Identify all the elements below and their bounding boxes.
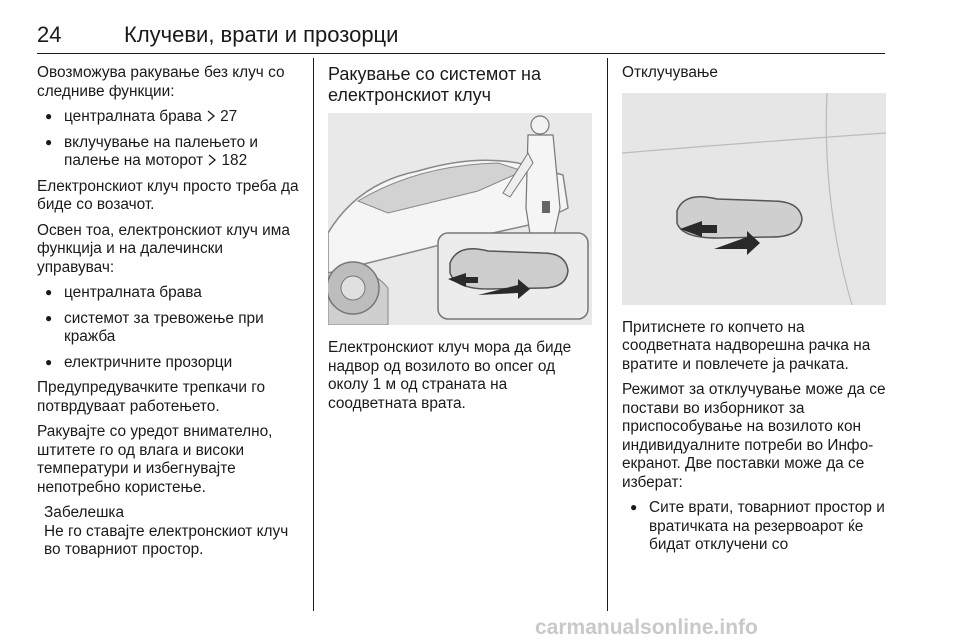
page-reference-icon <box>207 154 217 166</box>
page-title: Клучеви, врати и прозорци <box>124 22 399 47</box>
note-box <box>37 504 299 560</box>
car-with-person-illustration <box>328 113 592 325</box>
paragraph: Притиснете го копчето на соодветната надворешна рачка на вратите и повлечете ја рачката. <box>622 318 871 373</box>
remote-function-list <box>37 284 299 372</box>
intro-paragraph: Овозможува ракување без клуч со следниве функции: <box>37 64 285 100</box>
page-header <box>37 22 885 52</box>
list-item <box>37 134 299 171</box>
watermark[interactable]: carmanualsonline.info <box>535 616 758 639</box>
list-item <box>37 108 299 127</box>
header-rule <box>37 53 885 54</box>
middle-column <box>328 64 592 420</box>
paragraph: Електронскиот клуч просто треба да биде со возачот. <box>37 177 299 213</box>
illustration-caption: Електронскиот клуч мора да биде надвор од возилото во опсег од околу 1 м од страната на соодветната врата. <box>328 339 572 412</box>
section-title: Ракување со системот на електронскиот клуч <box>328 64 542 105</box>
list-item: ● Сите врати, товарниот простор и вратичката на резервоарот ќе бидат отклучени со <box>622 499 886 555</box>
right-column <box>622 64 886 562</box>
column-divider <box>607 58 608 611</box>
feature-list <box>37 108 299 171</box>
page-reference-icon <box>206 110 216 122</box>
list-item: ● централната брава <box>37 284 299 303</box>
note-title: Забелешка <box>44 504 125 521</box>
setting-list <box>622 499 886 555</box>
list-item: ● електричните прозорци <box>37 354 299 373</box>
list-item: ● системот за тревожење при кражба <box>37 310 299 347</box>
list-item-text: вклучување на палењето и палење на моторот <box>64 133 259 169</box>
paragraph: Освен тоа, електронскиот клуч има функција и на далечински управувач: <box>37 221 290 276</box>
paragraph: Режимот за отклучување може да се постави во изборникот за приспособување на возилото кон индивидуалните потреби во Инфо-екранот. Две поставки може да се изберат: <box>622 381 886 491</box>
section-title: Отклучување <box>622 64 718 81</box>
paragraph: Ракувајте со уредот внимателно, штитете го од влага и високи температури и избегнувајте непотребно користење. <box>37 423 273 496</box>
left-column <box>37 64 299 560</box>
handle-unlock-illustration <box>622 93 886 305</box>
list-item-text: централната брава <box>64 108 202 125</box>
page-reference[interactable]: 27 <box>220 108 238 125</box>
car-keyless-illustration <box>328 113 592 325</box>
note-text: Не го ставајте електронскиот клуч во товарниот простор. <box>44 522 289 558</box>
door-handle-illustration <box>622 93 886 305</box>
column-divider <box>313 58 314 611</box>
page-reference[interactable]: 182 <box>221 152 248 169</box>
paragraph: Предупредувачките трепкачи го потврдуваат работењето. <box>37 379 266 415</box>
page-number: 24 <box>37 22 62 47</box>
